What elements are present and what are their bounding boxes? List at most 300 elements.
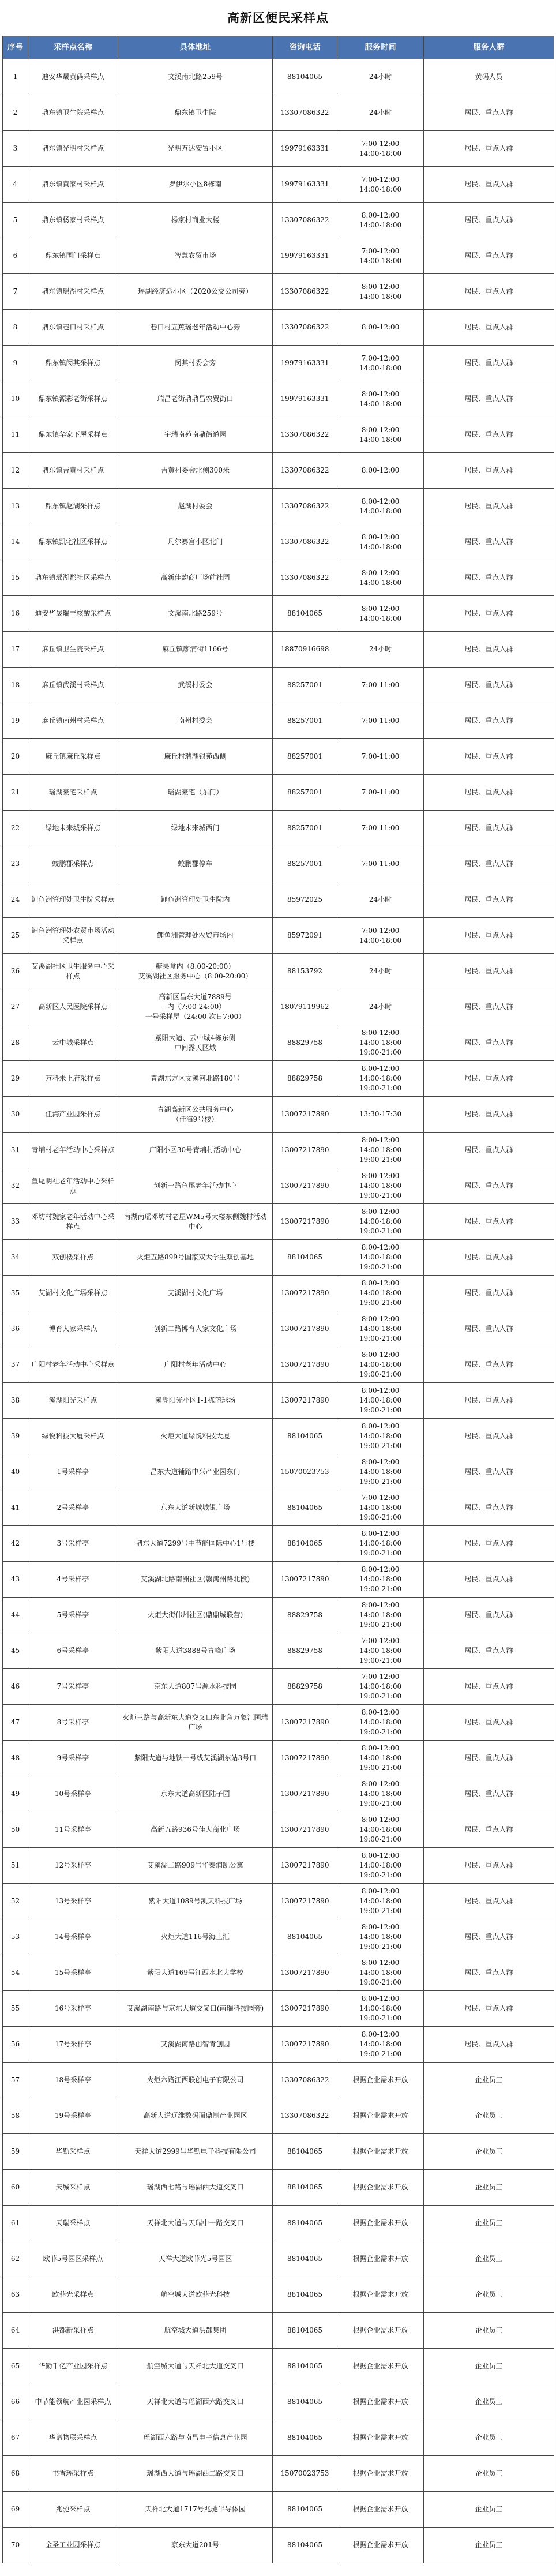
cell-index: 2 bbox=[3, 95, 28, 131]
cell-address: 杨家村商业大楼 bbox=[118, 203, 273, 238]
cell-service-group: 居民、重点人群 bbox=[424, 1168, 554, 1204]
cell-site-name: 迪安华晟黄码采样点 bbox=[28, 59, 118, 95]
cell-site-name: 5号采样亭 bbox=[28, 1598, 118, 1633]
cell-phone: 88829758 bbox=[273, 1025, 337, 1061]
cell-service-time: 7:00-11:00 bbox=[337, 703, 424, 739]
table-row bbox=[3, 417, 554, 453]
cell-site-name: 佳海产业园采样点 bbox=[28, 1097, 118, 1133]
cell-service-time: 根据企业需求开放 bbox=[337, 2241, 424, 2277]
cell-service-group: 居民、重点人群 bbox=[424, 1454, 554, 1490]
cell-service-time: 8:00-12:00 14:00-18:00 19:00-21:00 bbox=[337, 1061, 424, 1097]
cell-phone: 88104065 bbox=[273, 59, 337, 95]
cell-service-group: 居民、重点人群 bbox=[424, 1240, 554, 1276]
cell-address: 瑶湖西七路与瑶湖西大道交叉口 bbox=[118, 2170, 273, 2206]
cell-service-group: 居民、重点人群 bbox=[424, 1776, 554, 1812]
cell-service-group: 居民、重点人群 bbox=[424, 560, 554, 596]
table-row bbox=[3, 703, 554, 739]
cell-service-time: 8:00-12:00 14:00-18:00 19:00-21:00 bbox=[337, 1776, 424, 1812]
cell-address: 天祥北大道与天瑞中一路交叉口 bbox=[118, 2206, 273, 2241]
cell-service-time: 7:00-12:00 14:00-18:00 19:00-21:00 bbox=[337, 1490, 424, 1526]
cell-address: 糖果盒内（8:00-20:00） 艾溪湖社区服务中心（8:00-20:00） bbox=[118, 954, 273, 989]
cell-site-name: 华谱物联采样点 bbox=[28, 2420, 118, 2456]
cell-phone: 13007217890 bbox=[273, 1562, 337, 1598]
cell-phone: 88104065 bbox=[273, 2420, 337, 2456]
cell-phone: 13007217890 bbox=[273, 1204, 337, 1240]
cell-service-time: 8:00-12:00 bbox=[337, 453, 424, 489]
cell-site-name: 书香瑶采样点 bbox=[28, 2456, 118, 2492]
cell-service-group: 居民、重点人群 bbox=[424, 1812, 554, 1848]
cell-service-group: 企业员工 bbox=[424, 2241, 554, 2277]
cell-service-group: 居民、重点人群 bbox=[424, 417, 554, 453]
cell-phone: 88104065 bbox=[273, 2313, 337, 2349]
cell-phone: 13307086322 bbox=[273, 560, 337, 596]
cell-service-time: 13:30-17:30 bbox=[337, 1097, 424, 1133]
cell-site-name: 9号采样亭 bbox=[28, 1741, 118, 1776]
cell-service-group: 居民、重点人群 bbox=[424, 1133, 554, 1168]
cell-address: 艾溪湖二路909号华泰润凯公寓 bbox=[118, 1848, 273, 1884]
cell-service-time: 7:00-12:00 14:00-18:00 bbox=[337, 918, 424, 954]
cell-phone: 19979163331 bbox=[273, 167, 337, 203]
table-row bbox=[3, 1633, 554, 1669]
cell-address: 武溪村委会 bbox=[118, 668, 273, 703]
cell-index: 61 bbox=[3, 2206, 28, 2241]
cell-site-name: 天城采样点 bbox=[28, 2170, 118, 2206]
cell-service-group: 居民、重点人群 bbox=[424, 846, 554, 882]
cell-service-time: 8:00-12:00 14:00-18:00 bbox=[337, 381, 424, 417]
cell-service-time: 根据企业需求开放 bbox=[337, 2063, 424, 2098]
cell-address: 溪湖阳光小区1-1栋篮球场 bbox=[118, 1383, 273, 1419]
cell-phone: 13007217890 bbox=[273, 1097, 337, 1133]
table-row bbox=[3, 775, 554, 811]
cell-address: 瑶湖经济适小区（2020公交公司旁） bbox=[118, 274, 273, 310]
table-row bbox=[3, 1919, 554, 1955]
cell-phone: 13307086322 bbox=[273, 2098, 337, 2134]
cell-phone: 13007217890 bbox=[273, 2027, 337, 2063]
cell-phone: 18870916698 bbox=[273, 632, 337, 668]
cell-site-name: 高新区人民医院采样点 bbox=[28, 989, 118, 1025]
cell-service-group: 居民、重点人群 bbox=[424, 274, 554, 310]
cell-phone: 13307086322 bbox=[273, 95, 337, 131]
cell-phone: 88104065 bbox=[273, 1240, 337, 1276]
table-row bbox=[3, 1669, 554, 1705]
cell-phone: 19979163331 bbox=[273, 131, 337, 167]
cell-phone: 88257001 bbox=[273, 703, 337, 739]
cell-service-time: 24小时 bbox=[337, 989, 424, 1025]
table-row bbox=[3, 381, 554, 417]
cell-site-name: 鼎东镇围门采样点 bbox=[28, 238, 118, 274]
cell-phone: 13007217890 bbox=[273, 1776, 337, 1812]
table-row bbox=[3, 2384, 554, 2420]
cell-address: 鲤鱼洲管理处农贸市场内 bbox=[118, 918, 273, 954]
table-row bbox=[3, 739, 554, 775]
cell-site-name: 鼎东镇瑶湖村采样点 bbox=[28, 274, 118, 310]
cell-service-group: 居民、重点人群 bbox=[424, 596, 554, 632]
cell-address: 航空城大道欧菲光科技 bbox=[118, 2277, 273, 2313]
cell-index: 44 bbox=[3, 1598, 28, 1633]
table-row bbox=[3, 1705, 554, 1741]
cell-service-group: 居民、重点人群 bbox=[424, 95, 554, 131]
table-row bbox=[3, 2134, 554, 2170]
cell-service-group: 居民、重点人群 bbox=[424, 1884, 554, 1919]
cell-service-group: 企业员工 bbox=[424, 2456, 554, 2492]
table-row bbox=[3, 1741, 554, 1776]
cell-index: 56 bbox=[3, 2027, 28, 2063]
sampling-points-table bbox=[2, 36, 554, 2563]
cell-phone: 13307086322 bbox=[273, 417, 337, 453]
cell-phone: 13007217890 bbox=[273, 1347, 337, 1383]
cell-service-time: 根据企业需求开放 bbox=[337, 2492, 424, 2528]
cell-service-group: 企业员工 bbox=[424, 2170, 554, 2206]
table-row bbox=[3, 918, 554, 954]
cell-service-time: 8:00-12:00 14:00-18:00 bbox=[337, 417, 424, 453]
cell-index: 40 bbox=[3, 1454, 28, 1490]
cell-address: 艾溪湖南路创智青创园 bbox=[118, 2027, 273, 2063]
cell-site-name: 7号采样亭 bbox=[28, 1669, 118, 1705]
cell-address: 罗伊尔小区8栋南 bbox=[118, 167, 273, 203]
table-row bbox=[3, 1311, 554, 1347]
cell-address: 麻丘镇廖浦街1166号 bbox=[118, 632, 273, 668]
table-row bbox=[3, 2206, 554, 2241]
table-row bbox=[3, 1347, 554, 1383]
cell-index: 39 bbox=[3, 1419, 28, 1454]
cell-address: 紫阳大道169号江西水北大学校 bbox=[118, 1955, 273, 1991]
table-row bbox=[3, 1061, 554, 1097]
cell-phone: 13007217890 bbox=[273, 1812, 337, 1848]
cell-service-time: 7:00-12:00 14:00-18:00 19:00-21:00 bbox=[337, 1633, 424, 1669]
cell-index: 51 bbox=[3, 1848, 28, 1884]
table-body bbox=[3, 59, 554, 2563]
cell-phone: 85972091 bbox=[273, 918, 337, 954]
cell-address: 紫阳大道与地铁一号线艾溪湖东站3号口 bbox=[118, 1741, 273, 1776]
cell-service-time: 根据企业需求开放 bbox=[337, 2277, 424, 2313]
cell-index: 31 bbox=[3, 1133, 28, 1168]
cell-service-group: 居民、重点人群 bbox=[424, 632, 554, 668]
cell-service-group: 居民、重点人群 bbox=[424, 1490, 554, 1526]
cell-service-group: 居民、重点人群 bbox=[424, 1204, 554, 1240]
cell-index: 38 bbox=[3, 1383, 28, 1419]
cell-service-group: 居民、重点人群 bbox=[424, 1741, 554, 1776]
cell-site-name: 鼎东镇赵湖采样点 bbox=[28, 489, 118, 524]
cell-phone: 88104065 bbox=[273, 2277, 337, 2313]
cell-address: 艾溪湖村文化广场 bbox=[118, 1276, 273, 1311]
cell-phone: 88104065 bbox=[273, 1419, 337, 1454]
cell-service-time: 8:00-12:00 14:00-18:00 bbox=[337, 524, 424, 560]
cell-phone: 88104065 bbox=[273, 2492, 337, 2528]
cell-address: 鼎东大道7299号中节能国际中心1号楼 bbox=[118, 1526, 273, 1562]
cell-index: 24 bbox=[3, 882, 28, 918]
cell-site-name: 鼎东镇光明村采样点 bbox=[28, 131, 118, 167]
cell-site-name: 中节能领航产业园采样点 bbox=[28, 2384, 118, 2420]
cell-service-group: 居民、重点人群 bbox=[424, 668, 554, 703]
cell-address: 火炬六路江西联创电子有限公司 bbox=[118, 2063, 273, 2098]
cell-phone: 88104065 bbox=[273, 2349, 337, 2384]
cell-service-time: 7:00-11:00 bbox=[337, 846, 424, 882]
cell-phone: 88829758 bbox=[273, 1633, 337, 1669]
cell-service-time: 8:00-12:00 14:00-18:00 19:00-21:00 bbox=[337, 1848, 424, 1884]
cell-site-name: 青埔村老年活动中心采样点 bbox=[28, 1133, 118, 1168]
cell-index: 21 bbox=[3, 775, 28, 811]
cell-address: 光明万达安置小区 bbox=[118, 131, 273, 167]
table-row bbox=[3, 453, 554, 489]
cell-service-group: 居民、重点人群 bbox=[424, 1955, 554, 1991]
cell-service-group: 居民、重点人群 bbox=[424, 989, 554, 1025]
cell-service-time: 8:00-12:00 14:00-18:00 19:00-21:00 bbox=[337, 1919, 424, 1955]
table-row bbox=[3, 668, 554, 703]
cell-site-name: 鼎东镇源彩老街采样点 bbox=[28, 381, 118, 417]
table-row bbox=[3, 1133, 554, 1168]
cell-index: 28 bbox=[3, 1025, 28, 1061]
cell-index: 36 bbox=[3, 1311, 28, 1347]
table-row bbox=[3, 1991, 554, 2027]
cell-service-group: 居民、重点人群 bbox=[424, 1669, 554, 1705]
cell-index: 48 bbox=[3, 1741, 28, 1776]
cell-index: 35 bbox=[3, 1276, 28, 1311]
cell-phone: 13307086322 bbox=[273, 453, 337, 489]
cell-address: 文溪南北路259号 bbox=[118, 596, 273, 632]
cell-address: 瑶湖豪宅（东门） bbox=[118, 775, 273, 811]
cell-address: 广阳村老年活动中心 bbox=[118, 1347, 273, 1383]
cell-index: 49 bbox=[3, 1776, 28, 1812]
cell-site-name: 4号采样亭 bbox=[28, 1562, 118, 1598]
cell-address: 高新区昌东大道7889号 -内（7:00-24:00） 一号采样屋（24:00-次日7:00） bbox=[118, 989, 273, 1025]
cell-service-group: 居民、重点人群 bbox=[424, 203, 554, 238]
cell-service-time: 根据企业需求开放 bbox=[337, 2098, 424, 2134]
cell-site-name: 金圣工业园采样点 bbox=[28, 2528, 118, 2563]
cell-phone: 88104065 bbox=[273, 2384, 337, 2420]
cell-index: 15 bbox=[3, 560, 28, 596]
cell-address: 艾溪湖北路南洲社区(赣鸿州路北段) bbox=[118, 1562, 273, 1598]
table-row bbox=[3, 1204, 554, 1240]
table-row bbox=[3, 1240, 554, 1276]
table-row bbox=[3, 2027, 554, 2063]
cell-service-time: 8:00-12:00 14:00-18:00 19:00-21:00 bbox=[337, 1276, 424, 1311]
table-row bbox=[3, 59, 554, 95]
cell-service-time: 7:00-11:00 bbox=[337, 811, 424, 846]
cell-index: 32 bbox=[3, 1168, 28, 1204]
cell-service-group: 企业员工 bbox=[424, 2384, 554, 2420]
cell-site-name: 艾溪湖社区卫生服务中心采样点 bbox=[28, 954, 118, 989]
cell-service-time: 8:00-12:00 14:00-18:00 19:00-21:00 bbox=[337, 1562, 424, 1598]
cell-index: 4 bbox=[3, 167, 28, 203]
cell-phone: 88153792 bbox=[273, 954, 337, 989]
cell-site-name: 鼎东镇凯宅社区采样点 bbox=[28, 524, 118, 560]
cell-phone: 85972025 bbox=[273, 882, 337, 918]
page-title: 高新区便民采样点 bbox=[227, 10, 329, 25]
cell-service-group: 居民、重点人群 bbox=[424, 131, 554, 167]
cell-service-time: 7:00-12:00 14:00-18:00 bbox=[337, 167, 424, 203]
cell-service-group: 居民、重点人群 bbox=[424, 2027, 554, 2063]
cell-service-time: 8:00-12:00 14:00-18:00 19:00-21:00 bbox=[337, 1598, 424, 1633]
cell-service-time: 7:00-11:00 bbox=[337, 668, 424, 703]
table-row bbox=[3, 95, 554, 131]
cell-phone: 88104065 bbox=[273, 2241, 337, 2277]
cell-phone: 13007217890 bbox=[273, 1705, 337, 1741]
cell-service-group: 居民、重点人群 bbox=[424, 346, 554, 381]
cell-site-name: 云中城采样点 bbox=[28, 1025, 118, 1061]
cell-site-name: 17号采样亭 bbox=[28, 2027, 118, 2063]
cell-address: 鼎东镇卫生院 bbox=[118, 95, 273, 131]
cell-phone: 19979163331 bbox=[273, 346, 337, 381]
cell-site-name: 欧菲5号园区采样点 bbox=[28, 2241, 118, 2277]
cell-site-name: 1号采样亭 bbox=[28, 1454, 118, 1490]
cell-site-name: 鲤鱼洲管理处卫生院采样点 bbox=[28, 882, 118, 918]
cell-index: 55 bbox=[3, 1991, 28, 2027]
cell-address: 京东大道新城城银广场 bbox=[118, 1490, 273, 1526]
table-row bbox=[3, 1776, 554, 1812]
cell-service-time: 8:00-12:00 14:00-18:00 19:00-21:00 bbox=[337, 1454, 424, 1490]
cell-service-time: 8:00-12:00 14:00-18:00 19:00-21:00 bbox=[337, 1884, 424, 1919]
cell-site-name: 洪都新采样点 bbox=[28, 2313, 118, 2349]
table-row bbox=[3, 954, 554, 989]
table-row bbox=[3, 1276, 554, 1311]
cell-service-group: 居民、重点人群 bbox=[424, 1097, 554, 1133]
cell-site-name: 瑶湖豪宅采样点 bbox=[28, 775, 118, 811]
cell-service-time: 7:00-11:00 bbox=[337, 775, 424, 811]
cell-site-name: 2号采样亭 bbox=[28, 1490, 118, 1526]
cell-site-name: 兆驰采样点 bbox=[28, 2492, 118, 2528]
cell-service-time: 8:00-12:00 14:00-18:00 19:00-21:00 bbox=[337, 1526, 424, 1562]
cell-service-time: 8:00-12:00 14:00-18:00 bbox=[337, 274, 424, 310]
cell-index: 52 bbox=[3, 1884, 28, 1919]
cell-address: 高新佳韵商厂场前社园 bbox=[118, 560, 273, 596]
cell-index: 1 bbox=[3, 59, 28, 95]
cell-address: 麻丘村瑞湖银苑西侧 bbox=[118, 739, 273, 775]
cell-service-group: 居民、重点人群 bbox=[424, 954, 554, 989]
table-row bbox=[3, 2313, 554, 2349]
cell-address: 南州村委会 bbox=[118, 703, 273, 739]
cell-service-group: 居民、重点人群 bbox=[424, 1311, 554, 1347]
cell-index: 11 bbox=[3, 417, 28, 453]
cell-phone: 19979163331 bbox=[273, 238, 337, 274]
cell-index: 65 bbox=[3, 2349, 28, 2384]
cell-service-group: 居民、重点人群 bbox=[424, 489, 554, 524]
cell-service-group: 居民、重点人群 bbox=[424, 453, 554, 489]
cell-address: 京东大道高新区陆子园 bbox=[118, 1776, 273, 1812]
cell-service-group: 企业员工 bbox=[424, 2277, 554, 2313]
table-row bbox=[3, 2241, 554, 2277]
cell-site-name: 鼎东镇瑶湖郡社区采样点 bbox=[28, 560, 118, 596]
cell-index: 66 bbox=[3, 2384, 28, 2420]
cell-site-name: 麻丘镇卫生院采样点 bbox=[28, 632, 118, 668]
cell-service-time: 24小时 bbox=[337, 59, 424, 95]
cell-service-time: 7:00-12:00 14:00-18:00 19:00-21:00 bbox=[337, 1669, 424, 1705]
cell-service-time: 根据企业需求开放 bbox=[337, 2456, 424, 2492]
cell-address: 天祥大道2999号华勤电子科技有限公司 bbox=[118, 2134, 273, 2170]
cell-index: 13 bbox=[3, 489, 28, 524]
table-row bbox=[3, 1562, 554, 1598]
table-row bbox=[3, 2528, 554, 2563]
table-row bbox=[3, 2063, 554, 2098]
table-row bbox=[3, 346, 554, 381]
cell-index: 45 bbox=[3, 1633, 28, 1669]
cell-site-name: 14号采样亭 bbox=[28, 1919, 118, 1955]
table-row bbox=[3, 1454, 554, 1490]
table-header-row bbox=[3, 36, 554, 59]
cell-index: 27 bbox=[3, 989, 28, 1025]
cell-site-name: 8号采样亭 bbox=[28, 1705, 118, 1741]
cell-index: 58 bbox=[3, 2098, 28, 2134]
cell-phone: 88257001 bbox=[273, 846, 337, 882]
cell-address: 青湖高新区公共服务中心 （佳海9号楼） bbox=[118, 1097, 273, 1133]
cell-service-group: 居民、重点人群 bbox=[424, 1991, 554, 2027]
cell-phone: 88829758 bbox=[273, 1598, 337, 1633]
cell-site-name: 13号采样亭 bbox=[28, 1884, 118, 1919]
table-row bbox=[3, 489, 554, 524]
cell-site-name: 绿地未来城采样点 bbox=[28, 811, 118, 846]
cell-service-group: 企业员工 bbox=[424, 2420, 554, 2456]
cell-index: 60 bbox=[3, 2170, 28, 2206]
table-row bbox=[3, 1955, 554, 1991]
cell-service-group: 居民、重点人群 bbox=[424, 381, 554, 417]
cell-site-name: 鼎东镇巷口村采样点 bbox=[28, 310, 118, 346]
cell-service-group: 企业员工 bbox=[424, 2063, 554, 2098]
cell-phone: 88104065 bbox=[273, 1526, 337, 1562]
cell-phone: 19979163331 bbox=[273, 381, 337, 417]
cell-service-time: 8:00-12:00 14:00-18:00 19:00-21:00 bbox=[337, 2027, 424, 2063]
cell-phone: 13307086322 bbox=[273, 274, 337, 310]
cell-phone: 13307086322 bbox=[273, 2063, 337, 2098]
cell-service-group: 居民、重点人群 bbox=[424, 1598, 554, 1633]
header-site-name: 采样点名称 bbox=[28, 36, 118, 59]
cell-site-name: 15号采样亭 bbox=[28, 1955, 118, 1991]
cell-site-name: 天瑞采样点 bbox=[28, 2206, 118, 2241]
cell-address: 火炬大道116号海上汇 bbox=[118, 1919, 273, 1955]
header-address: 具体地址 bbox=[118, 36, 273, 59]
cell-address: 蛟鹏郡停车 bbox=[118, 846, 273, 882]
cell-service-time: 8:00-12:00 14:00-18:00 19:00-21:00 bbox=[337, 1204, 424, 1240]
cell-index: 18 bbox=[3, 668, 28, 703]
table-row bbox=[3, 882, 554, 918]
cell-service-time: 根据企业需求开放 bbox=[337, 2206, 424, 2241]
cell-address: 火炬三路与高新东大道交叉口东北角万象汇国瑞广场 bbox=[118, 1705, 273, 1741]
cell-phone: 88257001 bbox=[273, 811, 337, 846]
cell-service-group: 居民、重点人群 bbox=[424, 524, 554, 560]
cell-service-time: 8:00-12:00 14:00-18:00 bbox=[337, 489, 424, 524]
cell-phone: 88829758 bbox=[273, 1669, 337, 1705]
cell-phone: 88104065 bbox=[273, 2206, 337, 2241]
cell-phone: 88104065 bbox=[273, 2134, 337, 2170]
cell-phone: 88257001 bbox=[273, 668, 337, 703]
cell-address: 创新一路鱼尾老年活动中心 bbox=[118, 1168, 273, 1204]
cell-service-time: 根据企业需求开放 bbox=[337, 2134, 424, 2170]
table-row bbox=[3, 2456, 554, 2492]
cell-service-group: 居民、重点人群 bbox=[424, 1919, 554, 1955]
table-row bbox=[3, 1884, 554, 1919]
cell-site-name: 蛟鹏郡采样点 bbox=[28, 846, 118, 882]
cell-index: 47 bbox=[3, 1705, 28, 1741]
cell-address: 航空城大道与天祥北大道交叉口 bbox=[118, 2349, 273, 2384]
cell-phone: 88829758 bbox=[273, 1061, 337, 1097]
header-index: 序号 bbox=[3, 36, 28, 59]
cell-index: 19 bbox=[3, 703, 28, 739]
cell-index: 10 bbox=[3, 381, 28, 417]
cell-index: 3 bbox=[3, 131, 28, 167]
cell-service-group: 居民、重点人群 bbox=[424, 1061, 554, 1097]
table-row bbox=[3, 203, 554, 238]
cell-service-time: 24小时 bbox=[337, 632, 424, 668]
cell-service-group: 居民、重点人群 bbox=[424, 1347, 554, 1383]
cell-site-name: 鼎东镇吉黄村采样点 bbox=[28, 453, 118, 489]
cell-service-group: 居民、重点人群 bbox=[424, 1526, 554, 1562]
cell-service-group: 居民、重点人群 bbox=[424, 1276, 554, 1311]
cell-index: 12 bbox=[3, 453, 28, 489]
table-row bbox=[3, 811, 554, 846]
cell-service-time: 24小时 bbox=[337, 954, 424, 989]
cell-phone: 13007217890 bbox=[273, 1168, 337, 1204]
cell-phone: 13307086322 bbox=[273, 524, 337, 560]
table-row bbox=[3, 1598, 554, 1633]
cell-service-time: 8:00-12:00 14:00-18:00 19:00-21:00 bbox=[337, 1741, 424, 1776]
